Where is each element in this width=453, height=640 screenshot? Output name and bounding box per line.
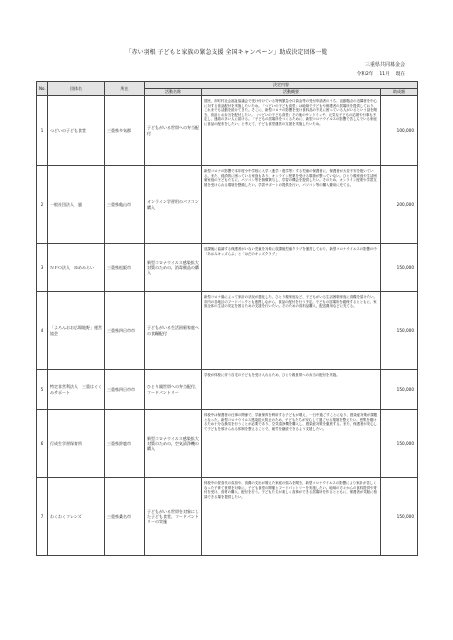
row-summary: 新型コロナ禍によって家計の状況が悪化した、ひとり親家庭など、子どもがいる生活困窮家庭に食糧を届けたい。市内の各地区のフードバンクとも連携しながら、食品の配付を行う予定。子どもの居場所を確保するとともに、家族全体の生活の安定を図るための支援を行いたい。そのための食料品購入、配送費用などに充てる。 [202, 292, 381, 370]
row-amount: 150,000 [381, 370, 418, 410]
row-location: 三重県桑名市 [105, 478, 145, 556]
row-group: わくわくフレンズ [48, 478, 105, 556]
row-group: つどいの子ども食堂 [48, 96, 105, 166]
header-no: No. [37, 82, 48, 96]
row-amount: 150,000 [381, 292, 418, 370]
row-activity: オンライン学習用のパソコン購入 [145, 166, 202, 244]
row-location: 三重県松阪市 [105, 244, 145, 292]
table-row [37, 292, 418, 370]
header-decision: 決定内容 [145, 82, 418, 89]
row-location: 三重県四日市市 [105, 292, 145, 370]
row-activity: 新型コロナウイルス感染拡大対策のための、消毒備品の購入 [145, 244, 202, 292]
header-amount: 助成額 [381, 89, 418, 96]
row-amount: 150,000 [381, 478, 418, 556]
row-no: 2 [37, 166, 48, 244]
row-group: 行成生学習保育所 [48, 410, 105, 478]
row-summary: 放課後に協調する保護者がいない児童を対象に放課後児童クラブを運営しており、新型コロナウイルスの影響の中「あおみキッズらぶ」と「はだのキッズクラブ」 [202, 244, 381, 292]
row-no: 1 [37, 96, 48, 166]
header-row-1 [37, 82, 418, 89]
row-amount: 200,000 [381, 166, 418, 244]
row-no: 7 [37, 478, 48, 556]
row-activity: 新型コロナウイルス感染拡大対策のための、空気清浄機の購入 [145, 410, 202, 478]
date-era: 令和2年 [356, 72, 374, 77]
table-row [37, 410, 418, 478]
date-label: 現在 [395, 72, 405, 77]
row-location: 三重県四日市市 [105, 370, 145, 410]
table-row [37, 96, 418, 166]
row-summary: 学校が休校に伴う自宅の子どもを受け入れるため、ひとり親世帯への弁当の配付を実施。 [202, 370, 381, 410]
row-summary: 新型コロナの影響で本年度小中学校に入学（進学・復学等）する児童の保護者に、保護者が大変不安を抱いている。また、経済的に困っている家庭もあり、オンライン授業を受ける環境が整っていない。ひとり親家庭や生活困窮家庭の子どもたちに、パソコン等を無償貸与し、学習の機会を提供したい。そのため、オンライン授業や学習支援を受けられる環境を整備したい。学習サポートの提供を行い、パソコン等の購入費用に充てる。 [202, 166, 381, 244]
row-no: 4 [37, 292, 48, 370]
row-group: ＮＰＯ法人 ゆめみらい [48, 244, 105, 292]
organization-name: 三重県共同募金会 [364, 62, 405, 68]
header-summary: 活動概要 [202, 89, 381, 96]
row-activity: 子どもがいる世帯を対象にした子ども食堂、フードパントリーの実施 [145, 478, 202, 556]
table-row [37, 244, 418, 292]
row-activity: 子どもがいる生活困窮家庭への食糧配付 [145, 292, 202, 370]
table-row [37, 370, 418, 410]
row-no: 3 [37, 244, 48, 292]
document-date [351, 71, 405, 77]
row-group: 一般社団法人 風 [48, 166, 105, 244]
row-summary: 休校中は保護者の仕事の関係で、学童保育を利用する子どもが増え、一日中過ごすことになり、感染症対策が課題となった。新型コロナウイルス感染拡大防止のため、子どもたちが安心して過ごせる環境を整えたい。密集を避けるため十分な換気を行うことが必要であり、空気清浄機を購入し、感染症対策を徹底する。また、保護者が安心して子どもを預けられる体制を整えることで、就労を継続できるよう支援したい。 [202, 410, 381, 478]
row-location: 三重県亀山市 [105, 166, 145, 244]
row-amount: 100,000 [381, 96, 418, 166]
row-no: 6 [37, 410, 48, 478]
row-location: 三重県鈴鹿市 [105, 410, 145, 478]
row-amount: 150,000 [381, 244, 418, 292]
row-activity: ひとり親世帯への弁当配付、フードパントリー [145, 370, 202, 410]
grant-table [36, 81, 418, 556]
date-month: 11月 [379, 72, 390, 77]
row-summary: 国民、市町村社会福祉協議会で受け付けている特例緊急小口資金等の受付申請者のうち、活動拠点の近隣者を中心に対する食品配付を実施したいため。「つどいの子ども食堂」は地域で子どもや保護者の居場所を提供しており、これまでも活動を続けてきた。そこに、新型コロナの影響を受け食料品の不足に困っている人がいるという話を聞き、食品とお弁当を配付したい。（つどいの子ども食堂）その他のサンドイッチ、元気な子どもの応援や行事も予定し、連絡の多い人に届ける。「子どもの居場所をつくるために、新型コロナウイルスの影響で苦しんでいる家庭に食品の配布をしたい」と考えて、子ども食堂運営の支援を実施したいため。 [202, 96, 381, 166]
header-activity: 活動名称 [145, 89, 202, 96]
row-summary: 休校中の昼食代の負担や、食費の支出が増えた家庭の悩みを聞き、新型コロナウイルスの影響により家計が苦しくなった子育て世帯を対象に、子ども食堂の開催とフードパントリーを実施したい。地域の方々からの食料提供や寄付を受け、食材の購入、配付を行う。子どもたちが楽しく食事ができる居場所を作るとともに、保護者が気軽に相談できる場を提供したい。 [202, 478, 381, 556]
table-row [37, 166, 418, 244]
table-row [37, 478, 418, 556]
row-no: 5 [37, 370, 48, 410]
header-location: 所在 [105, 82, 145, 96]
row-group: 特定非営利法人 三重はぐくみサポート [48, 370, 105, 410]
row-amount: 150,000 [381, 410, 418, 478]
row-location: 三重県多気郡 [105, 96, 145, 166]
document-title: 「赤い羽根 子どもと家族の緊急支援 全国キャンペーン」助成決定団体一覧 [125, 49, 328, 56]
header-group: 団体名 [48, 82, 105, 96]
row-activity: 子どもがいる世帯への弁当配付 [145, 96, 202, 166]
row-group: 「よろんおお広場地野」運営協会 [48, 292, 105, 370]
